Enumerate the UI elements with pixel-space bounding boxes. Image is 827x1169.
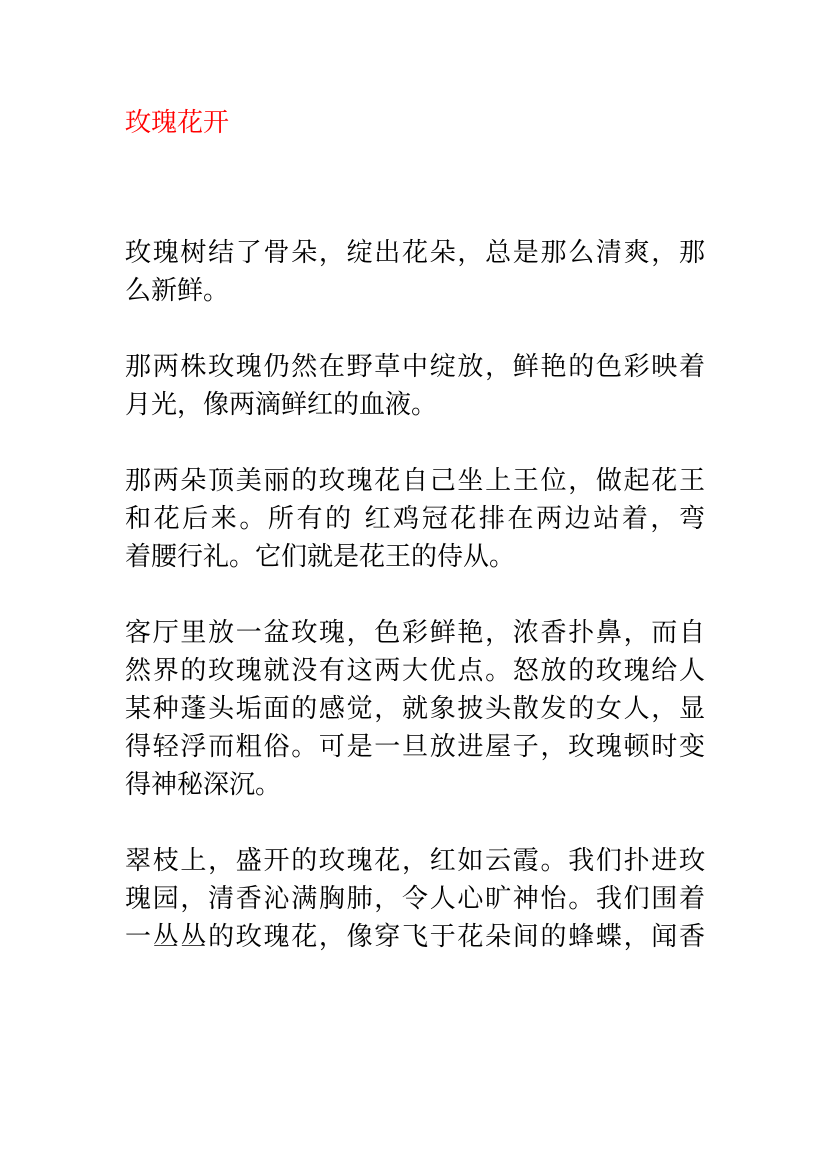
paragraph-line: 着腰行礼。它们就是花王的侍从。 xyxy=(125,542,516,572)
document-title: 玫瑰花开 xyxy=(125,108,230,138)
paragraph-line: 某种蓬头垢面的感觉，就象披头散发的女人，显 xyxy=(125,694,705,724)
paragraph-line: 客厅里放一盆玫瑰，色彩鲜艳，浓香扑鼻，而自 xyxy=(125,618,705,648)
paragraph-line: 那两朵顶美丽的玫瑰花自己坐上王位，做起花王 xyxy=(125,466,705,496)
paragraph-line: 瑰园，清香沁满胸肺，令人心旷神怡。我们围着 xyxy=(125,884,705,914)
document-body xyxy=(125,234,705,994)
paragraph-line: 么新鲜。 xyxy=(125,276,230,306)
paragraph-line: 翠枝上，盛开的玫瑰花，红如云霞。我们扑进玫 xyxy=(125,846,705,876)
paragraph-2 xyxy=(125,348,705,424)
paragraph-4 xyxy=(125,614,705,804)
paragraph-line: 玫瑰树结了骨朵，绽出花朵，总是那么清爽，那 xyxy=(125,238,705,268)
paragraph-line: 那两株玫瑰仍然在野草中绽放，鲜艳的色彩映着 xyxy=(125,352,705,382)
paragraph-5 xyxy=(125,842,705,956)
paragraph-line: 月光，像两滴鲜红的血液。 xyxy=(125,390,438,420)
paragraph-line: 和花后来。所有的 红鸡冠花排在两边站着，弯 xyxy=(125,504,705,534)
paragraph-line: 得神秘深沉。 xyxy=(125,770,282,800)
paragraph-1 xyxy=(125,234,705,310)
paragraph-line: 得轻浮而粗俗。可是一旦放进屋子，玫瑰顿时变 xyxy=(125,732,705,762)
paragraph-line: 然界的玫瑰就没有这两大优点。怒放的玫瑰给人 xyxy=(125,656,705,686)
paragraph-line: 一丛丛的玫瑰花，像穿飞于花朵间的蜂蝶，闻香 xyxy=(125,922,705,952)
paragraph-3 xyxy=(125,462,705,576)
